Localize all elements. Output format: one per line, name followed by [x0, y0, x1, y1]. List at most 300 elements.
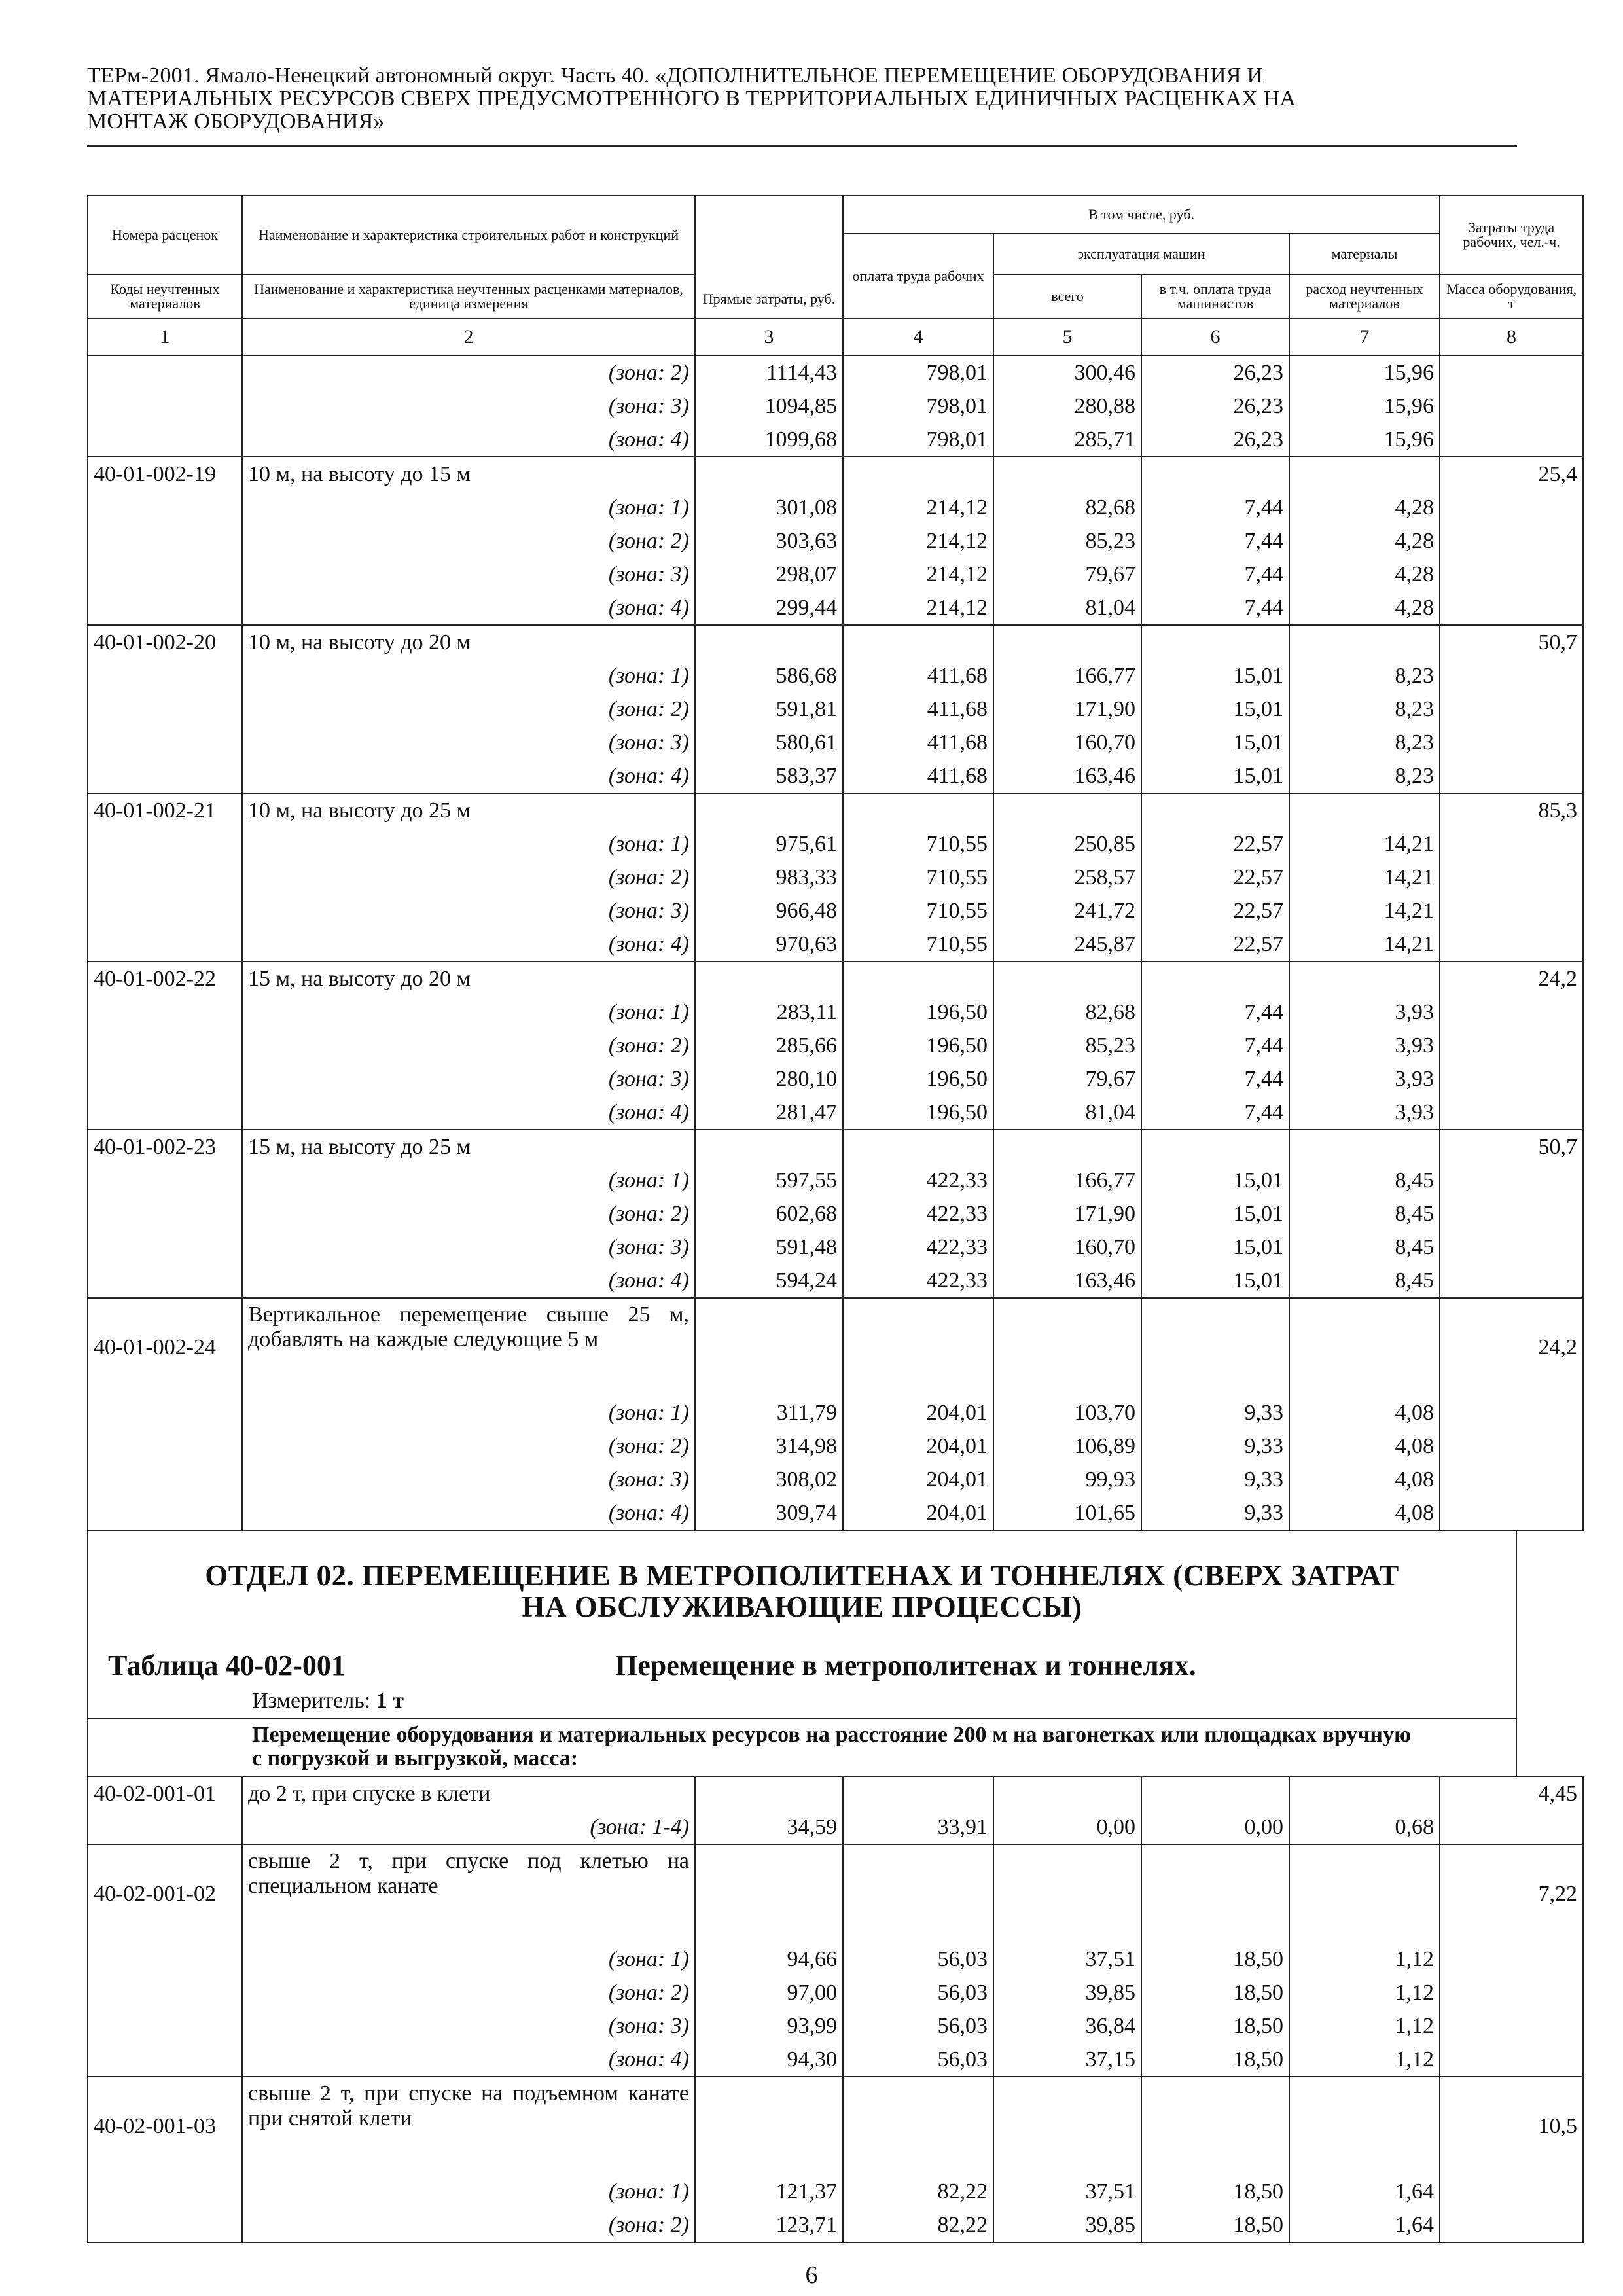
rate-code: 40-01-002-24 — [88, 1298, 242, 1396]
mass-value — [1440, 1062, 1583, 1096]
machines-total-value: 0,00 — [993, 1810, 1141, 1844]
zone-label: (зона: 3) — [242, 1062, 695, 1096]
table-row — [88, 1029, 1583, 1062]
direct-costs-value — [695, 1298, 843, 1396]
materials-value — [1289, 457, 1440, 491]
operators-pay-value: 15,01 — [1141, 659, 1289, 692]
workers-pay-value: 82,22 — [843, 2175, 993, 2208]
header-incl-operators: в т.ч. оплата труда машинистов — [1141, 274, 1289, 319]
machines-total-value: 258,57 — [993, 861, 1141, 894]
rate-code — [88, 1029, 242, 1062]
zone-label: (зона: 2) — [242, 356, 695, 389]
header-line: МОНТАЖ ОБОРУДОВАНИЯ» — [87, 109, 385, 134]
table-row — [88, 1429, 1583, 1463]
column-number: 1 — [88, 319, 242, 355]
materials-value: 4,28 — [1289, 558, 1440, 591]
workers-pay-value: 204,01 — [843, 1496, 993, 1530]
work-name: 10 м, на высоту до 25 м — [242, 793, 695, 827]
measure-value: 1 т — [376, 1689, 404, 1713]
workers-pay-value — [843, 457, 993, 491]
direct-costs-value — [695, 625, 843, 659]
zone-label: (зона: 4) — [242, 1096, 695, 1130]
mass-value: 50,7 — [1440, 625, 1583, 659]
workers-pay-value: 56,03 — [843, 2009, 993, 2043]
machines-total-value — [993, 1130, 1141, 1164]
operators-pay-value: 26,23 — [1141, 423, 1289, 457]
zone-label: (зона: 3) — [242, 1230, 695, 1264]
direct-costs-value — [695, 2077, 843, 2175]
materials-value: 1,12 — [1289, 2043, 1440, 2077]
direct-costs-value: 34,59 — [695, 1810, 843, 1844]
table-row — [88, 1197, 1583, 1230]
machines-total-value: 171,90 — [993, 1197, 1141, 1230]
rate-group-row — [88, 961, 1583, 996]
direct-costs-value: 597,55 — [695, 1164, 843, 1197]
work-name: свыше 2 т, при спуске на подъемном канате при снятой клети — [242, 2077, 695, 2175]
zone-label: (зона: 4) — [242, 927, 695, 961]
table-row — [88, 1976, 1583, 2009]
workers-pay-value: 33,91 — [843, 1810, 993, 1844]
table-row — [88, 927, 1583, 961]
machines-total-value: 37,51 — [993, 1943, 1141, 1976]
workers-pay-value: 710,55 — [843, 894, 993, 927]
machines-total-value: 171,90 — [993, 692, 1141, 726]
workers-pay-value: 56,03 — [843, 1943, 993, 1976]
rate-code — [88, 1396, 242, 1429]
header-workers-pay: оплата труда рабочих — [843, 234, 993, 319]
operators-pay-value: 7,44 — [1141, 996, 1289, 1029]
machines-total-value — [993, 793, 1141, 827]
rate-code — [88, 558, 242, 591]
materials-value: 8,45 — [1289, 1264, 1440, 1298]
rate-code — [88, 827, 242, 861]
materials-value: 8,45 — [1289, 1230, 1440, 1264]
workers-pay-value: 710,55 — [843, 927, 993, 961]
zone-label: (зона: 4) — [242, 2043, 695, 2077]
zone-label: (зона: 4) — [242, 759, 695, 793]
operators-pay-value: 18,50 — [1141, 1976, 1289, 2009]
rate-code: 40-01-002-19 — [88, 457, 242, 491]
materials-value — [1289, 625, 1440, 659]
table-row — [88, 827, 1583, 861]
table-row — [88, 1463, 1583, 1496]
column-number: 2 — [242, 319, 695, 355]
machines-total-value: 280,88 — [993, 389, 1141, 423]
workers-pay-value: 214,12 — [843, 591, 993, 625]
materials-value: 1,12 — [1289, 2009, 1440, 2043]
operators-pay-value: 7,44 — [1141, 558, 1289, 591]
materials-value: 1,64 — [1289, 2208, 1440, 2242]
machines-total-value: 285,71 — [993, 423, 1141, 457]
materials-value — [1289, 1298, 1440, 1396]
workers-pay-value — [843, 961, 993, 996]
workers-pay-value: 56,03 — [843, 1976, 993, 2009]
direct-costs-value: 586,68 — [695, 659, 843, 692]
table-row — [88, 524, 1583, 558]
machines-total-value: 160,70 — [993, 1230, 1141, 1264]
section-title — [88, 1531, 1516, 1623]
mass-value — [1440, 1096, 1583, 1130]
rate-code — [88, 524, 242, 558]
rate-code — [88, 659, 242, 692]
operators-pay-value: 7,44 — [1141, 591, 1289, 625]
zone-label: (зона: 4) — [242, 1264, 695, 1298]
mass-value: 25,4 — [1440, 457, 1583, 491]
zone-label: (зона: 1) — [242, 996, 695, 1029]
operators-pay-value: 9,33 — [1141, 1429, 1289, 1463]
mass-value — [1440, 389, 1583, 423]
workers-pay-value: 214,12 — [843, 558, 993, 591]
operators-pay-value: 22,57 — [1141, 861, 1289, 894]
direct-costs-value: 309,74 — [695, 1496, 843, 1530]
zone-label: (зона: 4) — [242, 423, 695, 457]
section-title-line: НА ОБСЛУЖИВАЮЩИЕ ПРОЦЕССЫ) — [522, 1590, 1082, 1623]
table-row — [88, 2043, 1583, 2077]
table-name: Перемещение в метрополитенах и тоннелях. — [615, 1649, 1196, 1681]
workers-pay-value: 196,50 — [843, 996, 993, 1029]
table-caption — [88, 1642, 1516, 1688]
machines-total-value: 79,67 — [993, 1062, 1141, 1096]
zone-label: (зона: 4) — [242, 591, 695, 625]
materials-value: 4,28 — [1289, 524, 1440, 558]
mass-value — [1440, 558, 1583, 591]
mass-value — [1440, 861, 1583, 894]
operators-pay-value: 7,44 — [1141, 1096, 1289, 1130]
zone-label: (зона: 1) — [242, 491, 695, 524]
operators-pay-value — [1141, 1130, 1289, 1164]
operators-pay-value — [1141, 961, 1289, 996]
rate-group-row — [88, 1130, 1583, 1164]
machines-total-value: 39,85 — [993, 1976, 1141, 2009]
mass-value — [1440, 1029, 1583, 1062]
rate-code — [88, 1096, 242, 1130]
mass-value — [1440, 1810, 1583, 1844]
machines-total-value: 37,51 — [993, 2175, 1141, 2208]
rate-group-row — [88, 1776, 1583, 1810]
machines-total-value: 241,72 — [993, 894, 1141, 927]
operators-pay-value — [1141, 2077, 1289, 2175]
mass-value: 10,5 — [1440, 2077, 1583, 2175]
operators-pay-value: 22,57 — [1141, 894, 1289, 927]
workers-pay-value: 214,12 — [843, 491, 993, 524]
operators-pay-value: 9,33 — [1141, 1396, 1289, 1429]
materials-value: 4,08 — [1289, 1396, 1440, 1429]
direct-costs-value: 594,24 — [695, 1264, 843, 1298]
mass-value — [1440, 491, 1583, 524]
operators-pay-value: 15,01 — [1141, 1264, 1289, 1298]
machines-total-value — [993, 2077, 1141, 2175]
mass-value — [1440, 1197, 1583, 1230]
machines-total-value: 79,67 — [993, 558, 1141, 591]
measure-label: Измеритель: — [252, 1689, 371, 1713]
table-row — [88, 1230, 1583, 1264]
rate-code — [88, 2009, 242, 2043]
operators-pay-value: 18,50 — [1141, 2208, 1289, 2242]
mass-value — [1440, 1264, 1583, 1298]
workers-pay-value — [843, 793, 993, 827]
mass-value — [1440, 827, 1583, 861]
workers-pay-value: 710,55 — [843, 827, 993, 861]
rate-group-row — [88, 457, 1583, 491]
direct-costs-value: 314,98 — [695, 1429, 843, 1463]
mass-value — [1440, 1164, 1583, 1197]
zone-label: (зона: 1-4) — [242, 1810, 695, 1844]
operators-pay-value: 15,01 — [1141, 1197, 1289, 1230]
workers-pay-value: 798,01 — [843, 356, 993, 389]
materials-value — [1289, 961, 1440, 996]
table-row — [88, 726, 1583, 759]
materials-value: 1,12 — [1289, 1943, 1440, 1976]
rate-code — [88, 1230, 242, 1264]
direct-costs-value: 94,66 — [695, 1943, 843, 1976]
machines-total-value: 36,84 — [993, 2009, 1141, 2043]
direct-costs-value: 93,99 — [695, 2009, 843, 2043]
header-rate-numbers: Номера расценок — [88, 196, 242, 274]
operators-pay-value: 9,33 — [1141, 1496, 1289, 1530]
table-row — [88, 1062, 1583, 1096]
zone-label: (зона: 3) — [242, 1463, 695, 1496]
section-block — [87, 1531, 1517, 1776]
operators-pay-value: 7,44 — [1141, 524, 1289, 558]
rate-code: 40-01-002-20 — [88, 625, 242, 659]
direct-costs-value: 280,10 — [695, 1062, 843, 1096]
operators-pay-value — [1141, 1844, 1289, 1943]
rate-code: 40-02-001-01 — [88, 1776, 242, 1810]
materials-value: 14,21 — [1289, 927, 1440, 961]
table-row — [88, 1496, 1583, 1530]
operators-pay-value: 15,01 — [1141, 759, 1289, 793]
materials-value: 4,08 — [1289, 1463, 1440, 1496]
table-row — [88, 2208, 1583, 2242]
direct-costs-value: 602,68 — [695, 1197, 843, 1230]
zone-label: (зона: 3) — [242, 726, 695, 759]
table-row — [88, 894, 1583, 927]
workers-pay-value: 56,03 — [843, 2043, 993, 2077]
rate-code — [88, 591, 242, 625]
zone-label: (зона: 2) — [242, 2208, 695, 2242]
rates-table-frame — [87, 195, 1577, 2237]
rates-table-part1 — [87, 356, 1584, 1531]
rate-code — [88, 491, 242, 524]
workers-pay-value: 411,68 — [843, 726, 993, 759]
header-machines: эксплуатация машин — [993, 234, 1289, 274]
workers-pay-value: 710,55 — [843, 861, 993, 894]
materials-value: 3,93 — [1289, 1062, 1440, 1096]
rate-code — [88, 1164, 242, 1197]
column-number: 7 — [1289, 319, 1440, 355]
work-name: 10 м, на высоту до 15 м — [242, 457, 695, 491]
operators-pay-value: 7,44 — [1141, 491, 1289, 524]
rate-code — [88, 2208, 242, 2242]
section-intro: Перемещение оборудования и материальных ресурсов на расстояние 200 м на вагонетках или площадках вручную с погрузкой и выгрузкой, масса: — [88, 1718, 1516, 1776]
rate-code — [88, 2175, 242, 2208]
direct-costs-value: 94,30 — [695, 2043, 843, 2077]
rate-code — [88, 389, 242, 423]
zone-label: (зона: 1) — [242, 2175, 695, 2208]
zone-label: (зона: 1) — [242, 1943, 695, 1976]
workers-pay-value: 204,01 — [843, 1396, 993, 1429]
zone-label: (зона: 2) — [242, 861, 695, 894]
rate-code — [88, 423, 242, 457]
column-number: 5 — [993, 319, 1141, 355]
materials-value: 8,45 — [1289, 1197, 1440, 1230]
table-row — [88, 759, 1583, 793]
zone-label: (зона: 2) — [242, 1197, 695, 1230]
column-number: 8 — [1440, 319, 1583, 355]
mass-value — [1440, 1976, 1583, 2009]
table-row — [88, 1264, 1583, 1298]
workers-pay-value — [843, 1130, 993, 1164]
machines-total-value: 245,87 — [993, 927, 1141, 961]
materials-value: 15,96 — [1289, 356, 1440, 389]
mass-value — [1440, 2175, 1583, 2208]
header-materials: материалы — [1289, 234, 1440, 274]
zone-label: (зона: 3) — [242, 894, 695, 927]
operators-pay-value: 0,00 — [1141, 1810, 1289, 1844]
rate-code — [88, 1943, 242, 1976]
materials-value — [1289, 1130, 1440, 1164]
mass-value — [1440, 2208, 1583, 2242]
workers-pay-value: 214,12 — [843, 524, 993, 558]
direct-costs-value: 121,37 — [695, 2175, 843, 2208]
materials-value: 14,21 — [1289, 827, 1440, 861]
mass-value — [1440, 927, 1583, 961]
workers-pay-value: 204,01 — [843, 1429, 993, 1463]
mass-value — [1440, 1230, 1583, 1264]
direct-costs-value: 983,33 — [695, 861, 843, 894]
workers-pay-value — [843, 2077, 993, 2175]
rate-code — [88, 1264, 242, 1298]
column-number: 4 — [843, 319, 993, 355]
zone-label: (зона: 2) — [242, 524, 695, 558]
zone-label: (зона: 1) — [242, 827, 695, 861]
table-row — [88, 2175, 1583, 2208]
materials-value: 15,96 — [1289, 389, 1440, 423]
mass-value: 50,7 — [1440, 1130, 1583, 1164]
materials-value: 14,21 — [1289, 861, 1440, 894]
operators-pay-value — [1141, 1298, 1289, 1396]
operators-pay-value: 15,01 — [1141, 692, 1289, 726]
mass-value: 24,2 — [1440, 1298, 1583, 1396]
zone-label: (зона: 3) — [242, 2009, 695, 2043]
operators-pay-value: 18,50 — [1141, 2043, 1289, 2077]
direct-costs-value: 123,71 — [695, 2208, 843, 2242]
operators-pay-value: 7,44 — [1141, 1062, 1289, 1096]
table-row — [88, 356, 1583, 389]
materials-value — [1289, 1844, 1440, 1943]
page-number: 6 — [805, 2261, 818, 2289]
mass-value — [1440, 423, 1583, 457]
workers-pay-value: 411,68 — [843, 759, 993, 793]
rate-code — [88, 759, 242, 793]
zone-label: (зона: 3) — [242, 558, 695, 591]
header-mass: Масса оборудования, т — [1440, 274, 1583, 319]
machines-total-value: 163,46 — [993, 759, 1141, 793]
header-labor-cost: Затраты труда рабочих, чел.-ч. — [1440, 196, 1583, 274]
rate-code — [88, 1496, 242, 1530]
machines-total-value: 99,93 — [993, 1463, 1141, 1496]
direct-costs-value: 97,00 — [695, 1976, 843, 2009]
workers-pay-value: 422,33 — [843, 1230, 993, 1264]
machines-total-value: 103,70 — [993, 1396, 1141, 1429]
table-row — [88, 692, 1583, 726]
materials-value: 8,23 — [1289, 726, 1440, 759]
header-line: МАТЕРИАЛЬНЫХ РЕСУРСОВ СВЕРХ ПРЕДУСМОТРЕННОГО В ТЕРРИТОРИАЛЬНЫХ ЕДИНИЧНЫХ РАСЦЕНКАХ НА — [87, 86, 1296, 111]
mass-value: 85,3 — [1440, 793, 1583, 827]
materials-value: 4,28 — [1289, 491, 1440, 524]
workers-pay-value: 196,50 — [843, 1062, 993, 1096]
table-row — [88, 996, 1583, 1029]
header-direct-costs: Прямые затраты, руб. — [695, 196, 843, 319]
table-row — [88, 1096, 1583, 1130]
header-total: всего — [993, 274, 1141, 319]
header-rule — [87, 145, 1517, 147]
machines-total-value — [993, 1844, 1141, 1943]
workers-pay-value: 422,33 — [843, 1164, 993, 1197]
rates-table-part2 — [87, 1776, 1584, 2243]
mass-value — [1440, 1463, 1583, 1496]
materials-value: 3,93 — [1289, 996, 1440, 1029]
header-unaccounted-use: расход неучтенных материалов — [1289, 274, 1440, 319]
zone-label: (зона: 2) — [242, 1429, 695, 1463]
table-number: Таблица 40-02-001 — [108, 1649, 346, 1681]
workers-pay-value: 82,22 — [843, 2208, 993, 2242]
mass-value: 4,45 — [1440, 1776, 1583, 1810]
header-including: В том числе, руб. — [843, 196, 1440, 234]
workers-pay-value: 411,68 — [843, 659, 993, 692]
machines-total-value: 163,46 — [993, 1264, 1141, 1298]
direct-costs-value: 966,48 — [695, 894, 843, 927]
rate-code: 40-01-002-23 — [88, 1130, 242, 1164]
workers-pay-value: 422,33 — [843, 1197, 993, 1230]
zone-label: (зона: 2) — [242, 692, 695, 726]
mass-value — [1440, 591, 1583, 625]
mass-value — [1440, 1496, 1583, 1530]
direct-costs-value: 591,81 — [695, 692, 843, 726]
operators-pay-value: 22,57 — [1141, 827, 1289, 861]
direct-costs-value: 580,61 — [695, 726, 843, 759]
machines-total-value: 82,68 — [993, 491, 1141, 524]
column-number: 6 — [1141, 319, 1289, 355]
mass-value — [1440, 1429, 1583, 1463]
mass-value — [1440, 692, 1583, 726]
operators-pay-value: 18,50 — [1141, 1943, 1289, 1976]
workers-pay-value — [843, 1844, 993, 1943]
direct-costs-value — [695, 793, 843, 827]
operators-pay-value — [1141, 1776, 1289, 1810]
header-unaccounted-name: Наименование и характеристика неучтенных расценками материалов, единица измерения — [242, 274, 695, 319]
machines-total-value: 39,85 — [993, 2208, 1141, 2242]
operators-pay-value: 7,44 — [1141, 1029, 1289, 1062]
workers-pay-value: 196,50 — [843, 1096, 993, 1130]
workers-pay-value — [843, 625, 993, 659]
zone-label: (зона: 4) — [242, 1496, 695, 1530]
work-name: до 2 т, при спуске в клети — [242, 1776, 695, 1810]
workers-pay-value: 411,68 — [843, 692, 993, 726]
work-name: 15 м, на высоту до 25 м — [242, 1130, 695, 1164]
rate-code — [88, 1062, 242, 1096]
direct-costs-value: 583,37 — [695, 759, 843, 793]
machines-total-value: 37,15 — [993, 2043, 1141, 2077]
machines-total-value: 81,04 — [993, 1096, 1141, 1130]
mass-value — [1440, 524, 1583, 558]
workers-pay-value: 422,33 — [843, 1264, 993, 1298]
table-row — [88, 591, 1583, 625]
materials-value: 4,28 — [1289, 591, 1440, 625]
measure-unit — [88, 1688, 1516, 1718]
machines-total-value — [993, 961, 1141, 996]
direct-costs-value — [695, 1130, 843, 1164]
